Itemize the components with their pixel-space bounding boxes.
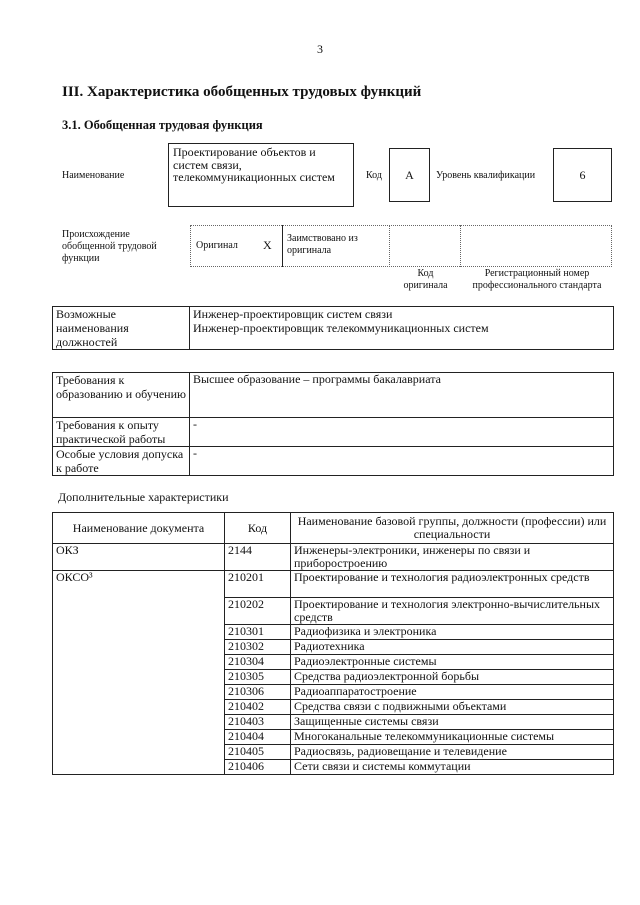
function-name-value: Проектирование объектов и систем связи, телекоммуникационных систем (173, 145, 335, 184)
row-code: 210404 (225, 730, 291, 745)
header-name: Наименование базовой группы, должности (профессии) или специальности (291, 513, 614, 544)
row-doc: ОКСО³ (53, 571, 225, 775)
row-name: Проектирование и технология радиоэлектронных средств (291, 571, 614, 598)
level-value: 6 (579, 168, 586, 182)
row-name: Средства радиоэлектронной борьбы (291, 670, 614, 685)
row-name: Проектирование и технология электронно-вычислительных средств (291, 598, 614, 625)
original-mark: X (263, 238, 272, 252)
row-name: Радиоэлектронные системы (291, 655, 614, 670)
name-label: Наименование (62, 170, 125, 181)
code-original-caption: Код оригинала (403, 268, 448, 291)
function-name-box (168, 143, 354, 207)
header-doc: Наименование документа (53, 513, 225, 544)
row-name: Радиофизика и электроника (291, 625, 614, 640)
row-code: 210304 (225, 655, 291, 670)
level-value-box (553, 148, 612, 202)
row-code: 210306 (225, 685, 291, 700)
row-name: Сети связи и системы коммутации (291, 760, 614, 775)
section-title: III. Характеристика обобщенных трудовых функций (62, 84, 422, 100)
row-code: 210405 (225, 745, 291, 760)
req-experience-label: Требования к опыту практической работы (53, 418, 190, 447)
origin-divider-3 (460, 225, 462, 267)
additional-table (52, 512, 614, 775)
row-name: Многоканальные телекоммуникационные системы (291, 730, 614, 745)
positions-label: Возможные наименования должностей (53, 307, 190, 350)
row-name: Защищенные системы связи (291, 715, 614, 730)
page-number: 3 (317, 42, 323, 56)
reg-number-caption: Регистрационный номер профессионального стандарта (472, 268, 602, 291)
row-code: 210305 (225, 670, 291, 685)
position-2: Инженер-проектировщик телекоммуникационных систем (193, 321, 489, 335)
origin-label: Происхождение обобщенной трудовой функции (62, 229, 157, 264)
row-code: 210402 (225, 700, 291, 715)
row-code: 210302 (225, 640, 291, 655)
req-special-value: - (190, 447, 614, 476)
row-code: 2144 (225, 544, 291, 571)
additional-title: Дополнительные характеристики (58, 490, 229, 504)
row-name: Радиотехника (291, 640, 614, 655)
req-special-label: Особые условия допуска к работе (53, 447, 190, 476)
row-code: 210301 (225, 625, 291, 640)
code-label: Код (366, 170, 382, 181)
row-code: 210403 (225, 715, 291, 730)
origin-divider-1 (282, 225, 284, 267)
row-doc: ОКЗ (53, 544, 225, 571)
row-name: Средства связи с подвижными объектами (291, 700, 614, 715)
header-code: Код (225, 513, 291, 544)
subsection-title: 3.1. Обобщенная трудовая функция (62, 118, 263, 132)
row-name: Радиоаппаратостроение (291, 685, 614, 700)
origin-frame (190, 225, 612, 267)
req-education-label: Требования к образованию и обучению (53, 373, 190, 418)
row-name: Радиосвязь, радиовещание и телевидение (291, 745, 614, 760)
row-code: 210202 (225, 598, 291, 625)
row-code: 210406 (225, 760, 291, 775)
origin-divider-2 (389, 225, 391, 267)
level-label: Уровень квалификации (436, 170, 536, 181)
original-label: Оригинал (196, 240, 238, 251)
code-value: А (405, 168, 414, 182)
code-value-box (389, 148, 430, 202)
positions-values (190, 307, 614, 350)
position-1: Инженер-проектировщик систем связи (193, 307, 393, 321)
borrowed-label: Заимствовано из оригинала (287, 233, 358, 256)
positions-table (52, 306, 614, 350)
requirements-table (52, 372, 614, 476)
req-education-value: Высшее образование – программы бакалавриата (190, 373, 614, 418)
req-experience-value: - (190, 418, 614, 447)
row-code: 210201 (225, 571, 291, 598)
row-name: Инженеры-электроники, инженеры по связи и приборостроению (291, 544, 614, 571)
